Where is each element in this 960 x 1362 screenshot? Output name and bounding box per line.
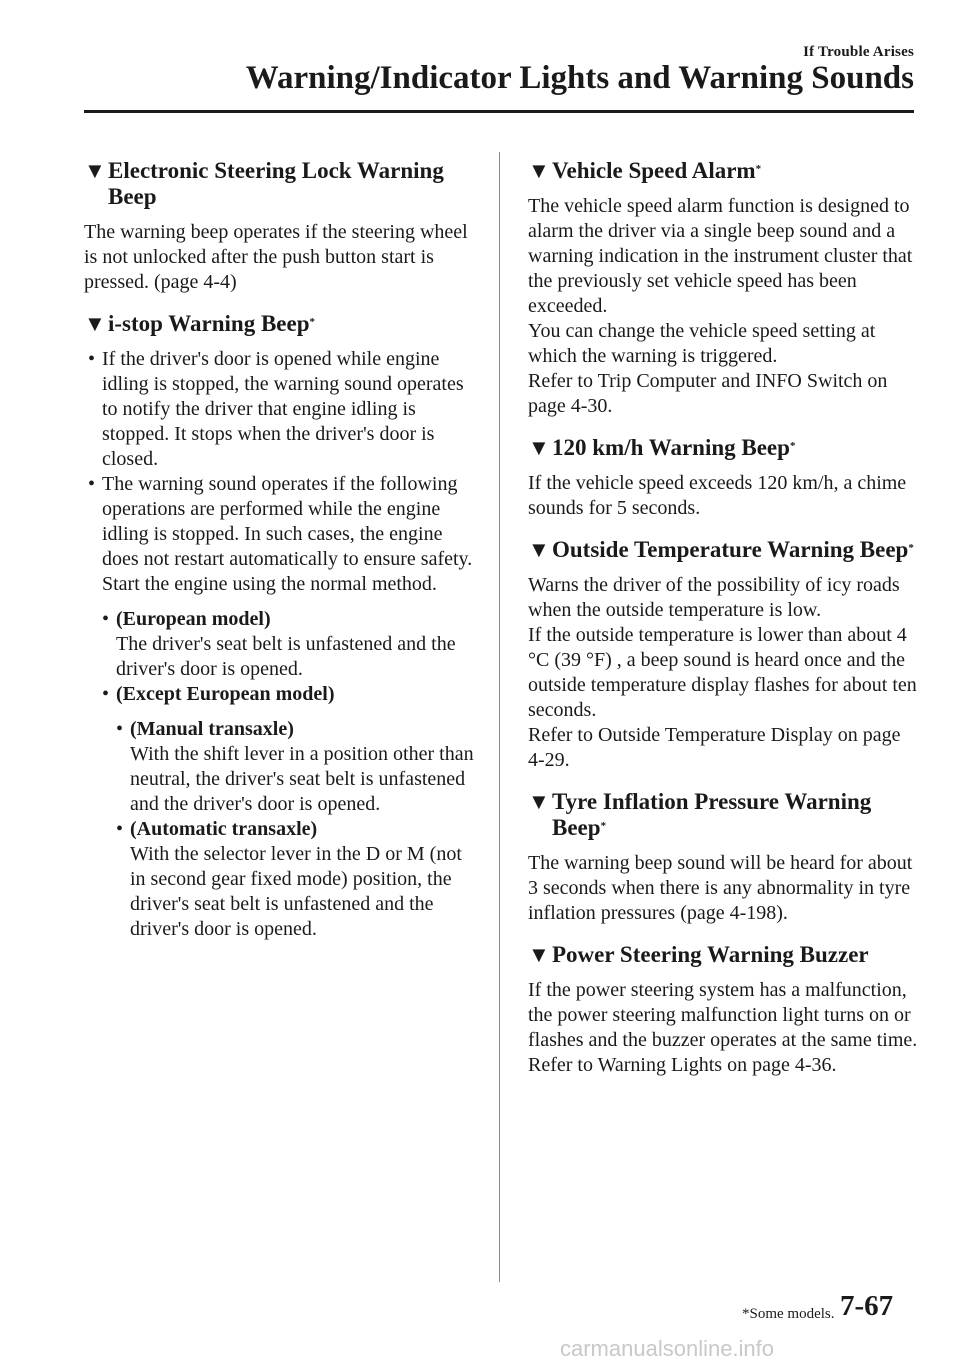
- section-heading: [84, 311, 476, 337]
- body-text: The warning beep operates if the steering wheel is not unlocked after the push button start is pressed. (page 4-4): [84, 221, 468, 293]
- heading-wrap: [552, 435, 918, 461]
- footnote: *Some models.: [742, 1306, 835, 1322]
- heading-wrap: [108, 311, 476, 337]
- asterisk-mark: *: [908, 542, 914, 554]
- section-speed-alarm: [528, 158, 918, 419]
- header-section: If Trouble Arises: [803, 44, 914, 60]
- column-divider: [499, 152, 500, 1282]
- heading-text: Vehicle Speed Alarm: [552, 158, 756, 183]
- triangle-icon: ▼: [528, 537, 550, 562]
- section-outside-temp: [528, 537, 918, 773]
- section-steering-lock: [84, 158, 476, 295]
- bullet-item: [88, 472, 476, 597]
- bullet-icon: •: [88, 348, 96, 370]
- triangle-icon: ▼: [84, 158, 106, 183]
- bullet-text: With the shift lever in a position other than neutral, the driver's seat belt is unfastened and the driver's door is opened.: [130, 743, 474, 815]
- asterisk-mark: *: [600, 820, 607, 832]
- bullet-item: [88, 347, 476, 472]
- heading-wrap: [552, 789, 918, 841]
- bullet-icon: •: [116, 718, 124, 740]
- left-column: [84, 158, 476, 942]
- right-column: [528, 158, 918, 1094]
- section-heading: [528, 789, 918, 841]
- heading-text: Electronic Steering Lock Warning Beep: [108, 158, 444, 209]
- bullet-icon: •: [102, 608, 110, 630]
- bullet-text: The warning sound operates if the following operations are performed while the engine idling is stopped. In such cases, the engine does not restart automatically to ensure safety. Start the engine using the normal method.: [102, 473, 473, 595]
- bullet-text: With the selector lever in the D or M (not in second gear fixed mode) position, the driver's seat belt is unfastened and the driver's door is opened.: [130, 843, 462, 940]
- section-heading: [84, 158, 476, 210]
- bullet-icon: •: [116, 818, 124, 840]
- bullet-label: (Automatic transaxle): [130, 818, 318, 840]
- asterisk-mark: *: [755, 163, 762, 175]
- body-text: You can change the vehicle speed setting at which the warning is triggered.: [528, 320, 876, 367]
- bullet-item: [102, 607, 476, 682]
- section-istop: [84, 311, 476, 942]
- triangle-icon: ▼: [528, 942, 550, 967]
- body-text: Refer to Warning Lights on page 4-36.: [528, 1054, 837, 1076]
- watermark: carmanualsonline.info: [560, 1336, 775, 1361]
- body-text: Warns the driver of the possibility of icy roads when the outside temperature is low.: [528, 574, 900, 621]
- bullet-item: [116, 717, 476, 817]
- bullet-label: (Manual transaxle): [130, 718, 294, 740]
- bullet-text: The driver's seat belt is unfastened and the driver's door is opened.: [116, 633, 456, 680]
- heading-text: i-stop Warning Beep: [108, 311, 310, 336]
- bullet-icon: •: [88, 473, 96, 495]
- triangle-icon: ▼: [528, 789, 550, 814]
- bullet-item: [116, 817, 476, 942]
- page-number: 7-67: [840, 1290, 894, 1322]
- header-rule: [84, 110, 914, 113]
- section-heading: [528, 942, 918, 968]
- bullet-icon: •: [102, 683, 110, 705]
- section-heading: [528, 537, 918, 563]
- triangle-icon: ▼: [528, 435, 550, 460]
- body-text: Refer to Outside Temperature Display on page 4-29.: [528, 724, 901, 771]
- section-tyre: [528, 789, 918, 926]
- section-120kmh: [528, 435, 918, 521]
- section-power-steering: [528, 942, 918, 1078]
- body-text: If the outside temperature is lower than about 4 °C (39 °F) , a beep sound is heard once and the outside temperature display flashes for about ten seconds.: [528, 624, 917, 721]
- body-text: If the vehicle speed exceeds 120 km/h, a chime sounds for 5 seconds.: [528, 472, 907, 519]
- bullet-label: (European model): [116, 608, 271, 630]
- heading-text: Outside Temperature Warning Beep: [552, 537, 909, 562]
- bullet-label: (Except European model): [116, 683, 335, 705]
- heading-text: Tyre Inflation Pressure Warning Beep: [552, 789, 872, 840]
- section-heading: [528, 435, 918, 461]
- heading-text: Power Steering Warning Buzzer: [552, 942, 869, 967]
- asterisk-mark: *: [789, 440, 796, 452]
- body-text: Refer to Trip Computer and INFO Switch on page 4-30.: [528, 370, 888, 417]
- asterisk-mark: *: [309, 316, 315, 328]
- heading-text: 120 km/h Warning Beep: [552, 435, 790, 460]
- bullet-item: [102, 682, 476, 707]
- heading-wrap: [552, 537, 918, 563]
- triangle-icon: ▼: [528, 158, 550, 183]
- body-text: If the power steering system has a malfunction, the power steering malfunction light turns on or flashes and the buzzer operates at the same time.: [528, 979, 918, 1051]
- heading-wrap: [552, 158, 918, 184]
- page-title: Warning/Indicator Lights and Warning Sounds: [245, 60, 914, 96]
- bullet-text: If the driver's door is opened while engine idling is stopped, the warning sound operates to notify the driver that engine idling is stopped. It stops when the driver's door is closed.: [102, 348, 464, 470]
- section-heading: [528, 158, 918, 184]
- body-text: The warning beep sound will be heard for about 3 seconds when there is any abnormality in tyre inflation pressures (page 4-198).: [528, 852, 913, 924]
- triangle-icon: ▼: [84, 311, 106, 336]
- body-text: The vehicle speed alarm function is designed to alarm the driver via a single beep sound and a warning indication in the instrument cluster that the previously set vehicle speed has been exceeded.: [528, 195, 913, 317]
